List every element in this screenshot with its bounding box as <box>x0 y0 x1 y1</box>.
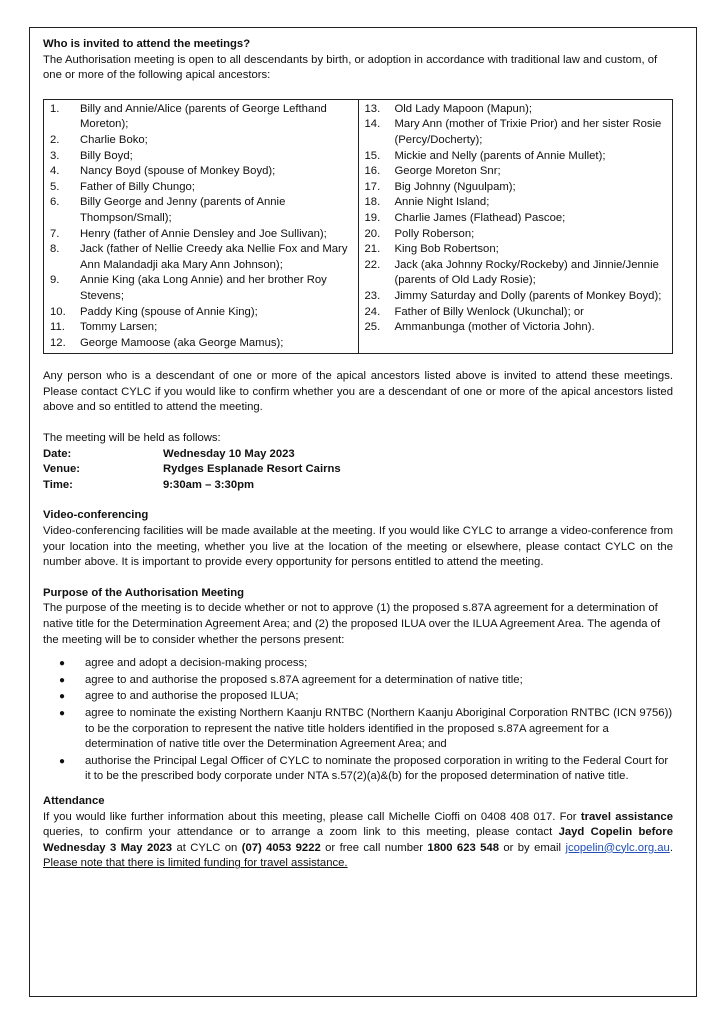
email-link[interactable]: jcopelin@cylc.org.au <box>565 841 670 854</box>
agenda-text: agree and adopt a decision-making process; <box>85 657 308 670</box>
contact-deadline-bold: Jayd Copelin before Wednesday 3 May 2023 <box>43 826 673 854</box>
ancestor-number: 5. <box>50 180 60 193</box>
ancestor-text: Charlie James (Flathead) Pascoe; <box>394 211 566 224</box>
ancestor-item <box>365 164 669 180</box>
attendance-heading: Attendance <box>43 794 105 807</box>
attendance-text-4: or free call number <box>320 841 428 854</box>
bullet-icon: ● <box>59 658 66 670</box>
attendance-text-5: or by email <box>498 841 566 854</box>
ancestor-item <box>50 102 354 133</box>
meeting-row <box>43 478 673 494</box>
agenda-item <box>59 673 673 689</box>
bullet-icon: ● <box>59 755 66 767</box>
ancestor-number: 20. <box>364 227 381 240</box>
ancestor-text: Father of Billy Chungo; <box>80 180 195 193</box>
ancestor-text: Billy and Annie/Alice (parents of George Lefthand Moreton); <box>80 102 327 131</box>
video-heading: Video-conferencing <box>43 509 149 522</box>
attendance-paragraph <box>43 810 673 872</box>
ancestor-text: Polly Roberson; <box>394 227 475 240</box>
meeting-value: Wednesday 10 May 2023 <box>163 447 295 460</box>
ancestor-number: 14. <box>364 118 381 131</box>
ancestor-item <box>50 227 354 243</box>
attendance-text-3: at CYLC on <box>172 841 242 854</box>
meeting-value: 9:30am – 3:30pm <box>163 478 255 491</box>
agenda-item <box>59 689 673 705</box>
free-call-number: 1800 623 548 <box>427 841 499 854</box>
travel-assistance-bold: travel assistance <box>580 810 673 823</box>
ancestor-number: 7. <box>50 227 60 240</box>
ancestor-number: 18. <box>364 196 381 209</box>
ancestor-text: Tommy Larsen; <box>80 321 158 334</box>
meeting-details <box>43 447 673 494</box>
attendance-text-2: queries, to confirm your attendance or to arrange a zoom link to this meeting, please contact <box>43 826 559 839</box>
ancestor-number: 6. <box>50 196 60 209</box>
ancestor-number: 2. <box>50 133 60 146</box>
ancestor-text: Mary Ann (mother of Trixie Prior) and her sister Rosie (Percy/Docherty); <box>394 118 662 146</box>
ancestor-text: Paddy King (spouse of Annie King); <box>80 305 258 318</box>
purpose-paragraph: The purpose of the meeting is to decide whether or not to approve (1) the proposed s.87A agreement for a determination of native title for the Determination Agreement Area; and (2) the proposed ILUA over the ILUA Agreement Area. The agenda of the meeting will be to consider whether the persons present: <box>43 602 661 646</box>
bullet-icon: ● <box>59 707 66 719</box>
document-body <box>43 37 673 872</box>
bullet-icon: ● <box>59 674 66 686</box>
ancestor-item <box>365 305 669 321</box>
ancestor-text: Charlie Boko; <box>80 133 148 146</box>
ancestor-item <box>50 164 354 180</box>
ancestor-text: Mickie and Nelly (parents of Annie Mullet); <box>394 149 606 162</box>
ancestor-item <box>50 133 354 149</box>
ancestors-column-left <box>44 99 359 354</box>
ancestor-number: 4. <box>50 165 60 178</box>
video-paragraph: Video-conferencing facilities will be made available at the meeting. If you would like CYLC to arrange a video-conference from your location into the meeting, whether you live at the location of the meeting or elsewhere, please contact CYLC on the number above. It is important to provide every opportunity for persons entitled to attend the meeting. <box>43 525 673 569</box>
ancestor-item <box>365 102 669 118</box>
ancestor-text: Big Johnny (Nguulpam); <box>394 180 516 193</box>
meeting-row <box>43 447 673 463</box>
ancestor-text: Ammanbunga (mother of Victoria John). <box>394 321 595 334</box>
ancestor-item <box>50 149 354 165</box>
ancestor-number: 21. <box>364 243 381 256</box>
attendance-text-6: . <box>669 841 673 854</box>
meeting-label: Venue: <box>43 463 81 476</box>
ancestor-number: 13. <box>364 102 381 115</box>
meeting-intro: The meeting will be held as follows: <box>43 432 221 445</box>
meeting-value: Rydges Esplanade Resort Cairns <box>163 463 341 476</box>
cylc-phone: (07) 4053 9222 <box>241 841 321 854</box>
ancestor-item <box>365 180 669 196</box>
purpose-heading: Purpose of the Authorisation Meeting <box>43 586 245 599</box>
ancestor-number: 19. <box>364 211 381 224</box>
ancestor-text: Old Lady Mapoon (Mapun); <box>394 102 533 115</box>
ancestor-item <box>50 305 354 321</box>
ancestor-item <box>365 289 669 305</box>
ancestor-text: Jack (aka Johnny Rocky/Rockeby) and Jinnie/Jennie (parents of Old Lady Rosie); <box>394 258 659 287</box>
ancestor-number: 12. <box>50 336 66 349</box>
ancestor-text: Jimmy Saturday and Dolly (parents of Monkey Boyd); <box>394 289 662 302</box>
agenda-list <box>43 656 673 785</box>
ancestor-text: King Bob Robertson; <box>394 243 499 256</box>
agenda-text: agree to and authorise the proposed ILUA; <box>85 690 299 703</box>
ancestor-item <box>50 273 354 304</box>
ancestor-item <box>365 320 669 336</box>
ancestor-text: Billy Boyd; <box>80 149 133 162</box>
agenda-item <box>59 656 673 672</box>
ancestor-text: George Mamoose (aka George Mamus); <box>80 336 284 349</box>
ancestors-table <box>43 99 673 355</box>
descendant-paragraph: Any person who is a descendant of one or more of the apical ancestors listed above is invited to attend these meetings. Please contact CYLC if you would like to confirm whether you are a descendant of one or more of the apical ancestors listed above and so entitled to attend the meeting. <box>43 370 673 414</box>
ancestor-item <box>365 258 669 289</box>
ancestor-number: 8. <box>50 243 60 256</box>
ancestor-number: 23. <box>364 289 381 302</box>
who-heading: Who is invited to attend the meetings? <box>43 38 251 50</box>
ancestor-number: 10. <box>50 305 66 318</box>
ancestor-number: 25. <box>364 321 381 334</box>
ancestors-column-right <box>358 99 673 354</box>
ancestor-item <box>365 195 669 211</box>
agenda-text: agree to and authorise the proposed s.87A agreement for a determination of native title; <box>85 673 523 686</box>
ancestor-number: 9. <box>50 274 60 287</box>
ancestor-item <box>50 242 354 273</box>
ancestor-item <box>365 149 669 165</box>
ancestor-item <box>365 117 669 148</box>
meeting-label: Date: <box>43 447 72 460</box>
ancestor-text: Jack (father of Nellie Creedy aka Nellie Fox and Mary Ann Malandadji aka Mary Ann Johnson); <box>80 243 348 271</box>
ancestor-number: 15. <box>364 149 381 162</box>
ancestor-number: 11. <box>50 321 65 334</box>
ancestor-number: 24. <box>364 305 381 318</box>
meeting-label: Time: <box>43 478 73 491</box>
funding-note: Please note that there is limited funding for travel assistance. <box>43 857 348 870</box>
ancestor-number: 3. <box>50 149 60 162</box>
agenda-text: authorise the Principal Legal Officer of CYLC to nominate the proposed corporation in writing to the Federal Court for it to be the prescribed body corporate under NTA s.57(2)(a)&(b) for the proposed determination of native title. <box>85 754 669 783</box>
ancestor-number: 1. <box>50 102 60 115</box>
bullet-icon: ● <box>59 691 66 703</box>
ancestor-item <box>365 242 669 258</box>
agenda-item <box>59 754 673 785</box>
ancestor-text: George Moreton Snr; <box>394 165 501 178</box>
ancestor-text: Billy George and Jenny (parents of Annie Thompson/Small); <box>80 196 286 224</box>
ancestor-number: 17. <box>364 180 381 193</box>
attendance-text-1: If you would like further information about this meeting, please call Michelle Cioffi on 0408 408 017. For <box>43 810 581 823</box>
ancestor-item <box>50 195 354 226</box>
ancestor-item <box>50 320 354 336</box>
who-intro: The Authorisation meeting is open to all descendants by birth, or adoption in accordance with traditional law and custom, of one or more of the following apical ancestors: <box>43 53 658 82</box>
ancestor-item <box>50 180 354 196</box>
ancestor-item <box>365 211 669 227</box>
meeting-row <box>43 462 673 478</box>
ancestor-text: Nancy Boyd (spouse of Monkey Boyd); <box>80 165 276 178</box>
ancestor-text: Father of Billy Wenlock (Ukunchal); or <box>394 305 584 318</box>
agenda-item <box>59 706 673 753</box>
ancestor-text: Annie King (aka Long Annie) and her brother Roy Stevens; <box>80 274 327 302</box>
ancestor-number: 22. <box>364 258 381 271</box>
ancestor-number: 16. <box>364 165 381 178</box>
agenda-text: agree to nominate the existing Northern Kaanju RNTBC (Northern Kaanju Aboriginal Corporation RNTBC (ICN 9756)) to be the corporation to represent the native title holders identified in the proposed s.87A agreement for a determination of native title over the Determination Agreement Area; and <box>85 706 673 751</box>
ancestor-text: Henry (father of Annie Densley and Joe Sullivan); <box>80 227 327 240</box>
ancestor-text: Annie Night Island; <box>394 196 490 209</box>
ancestor-item <box>50 336 354 352</box>
ancestor-item <box>365 227 669 243</box>
